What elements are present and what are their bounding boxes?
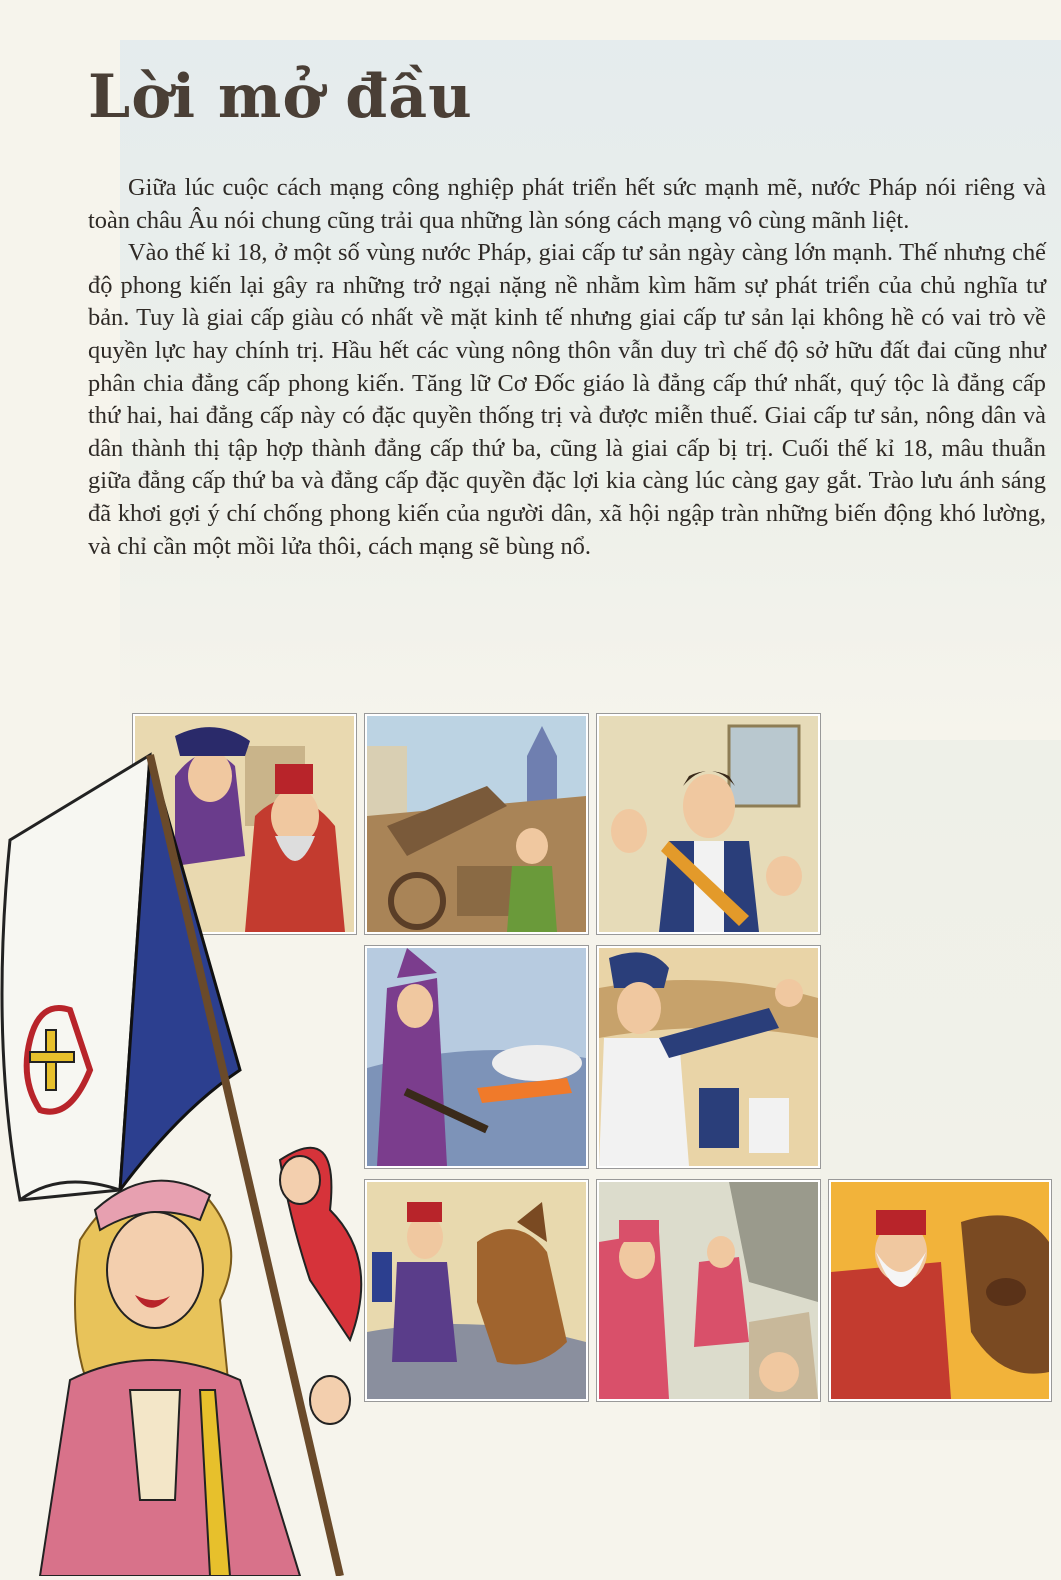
comic-panel-old-man-horse [829, 1180, 1051, 1401]
flag-bearer-illustration [0, 740, 420, 1576]
comic-panel-napoleon [597, 714, 820, 934]
paragraph-2: Vào thế kỉ 18, ở một số vùng nước Pháp, giai cấp tư sản ngày càng lớn mạnh. Thế nhưng chế độ phong kiến lại gây ra những trở ngại nặng nề nhằm kìm hãm sự phát triển của chủ nghĩa tư bản. Tuy là giai cấp giàu có nhất về mặt kinh tế nhưng giai cấp tư sản lại không hề có vai trò về quyền lực hay chính trị. Hầu hết các vùng nông thôn vẫn duy trì chế độ sở hữu đất đai cũng như phân chia đẳng cấp phong kiến. Tăng lữ Cơ Đốc giáo là đẳng cấp thứ nhất, quý tộc là đẳng cấp thứ hai, hai đẳng cấp này có đặc quyền thống trị và được miễn thuế. Giai cấp tư sản, nông dân và dân thành thị tập hợp thành đẳng cấp thứ ba, cũng là giai cấp bị trị. Cuối thế kỉ 18, mâu thuẫn giữa đẳng cấp thứ ba và đẳng cấp đặc quyền đặc lợi kia càng lúc càng gay gắt. Trào lưu ánh sáng đã khơi gợi ý chí chống phong kiến của người dân, xã hội ngập tràn những biến động khó lường, và chỉ cần một mồi lửa thôi, cách mạng sẽ bùng nổ. [88, 239, 1046, 560]
intro-text [88, 172, 1046, 563]
page-title: Lời mở đầu [88, 62, 473, 132]
paragraph-1: Giữa lúc cuộc cách mạng công nghiệp phát triển hết sức mạnh mẽ, nước Pháp nói riêng và toàn châu Âu nói chung cũng trải qua những làn sóng cách mạng vô cùng mãnh liệt. [88, 174, 1046, 234]
comic-panel-soldier-charge [597, 946, 820, 1168]
comic-panel-crowd-fight [597, 1180, 820, 1401]
